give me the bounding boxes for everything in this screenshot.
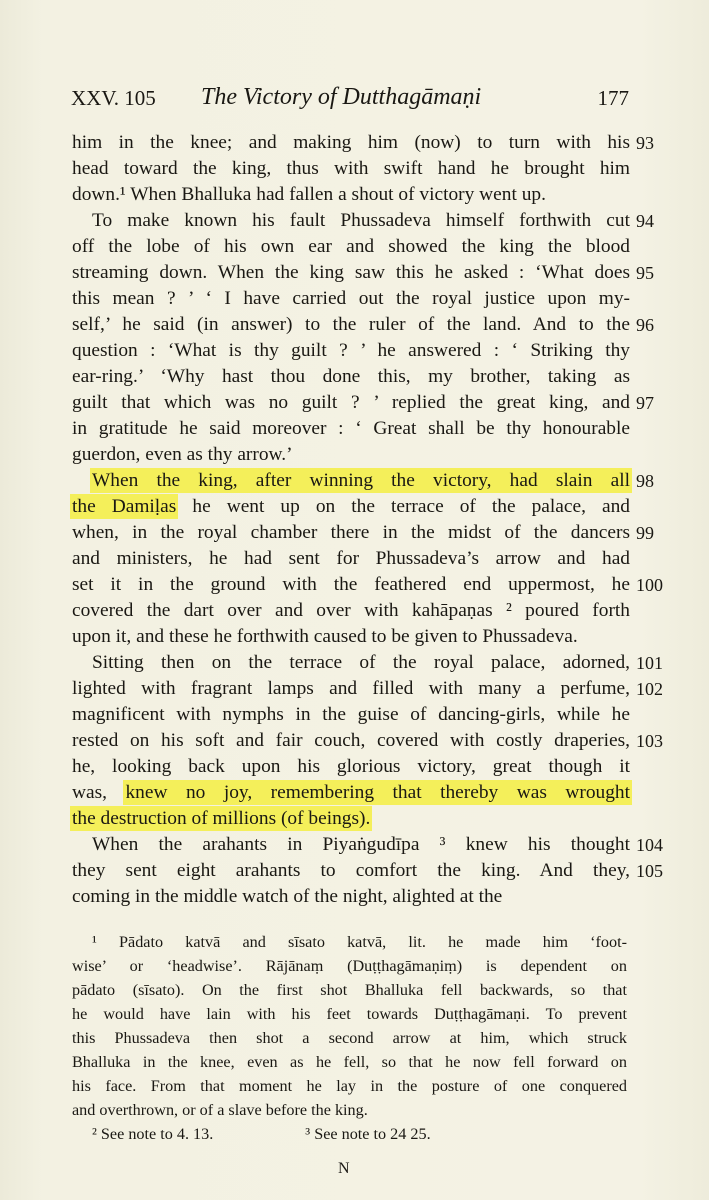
line-text: he went up on the terrace of the palace, and — [176, 496, 630, 517]
main-text — [72, 130, 663, 910]
line-text: self,’ he said (in answer) to the ruler of the land. And to the — [72, 314, 630, 335]
verse-number: 97 — [636, 393, 654, 413]
highlighted-text: knew no joy, remembering that thereby was wrought — [125, 782, 630, 803]
footnote-line: he would have lain with his feet towards Duṭṭhagāmaṇi. To prevent — [72, 1005, 627, 1023]
text-line — [72, 728, 630, 754]
text-line — [72, 286, 630, 312]
text-line — [72, 494, 630, 520]
footnote-line: wise’ or ‘headwise’. Rājānaṃ (Duṭṭhagāmaṇiṃ) is dependent on — [72, 957, 627, 975]
text-line — [72, 130, 630, 156]
verse-number: 94 — [636, 211, 654, 231]
line-text: this mean ? ’ ‘ I have carried out the royal justice upon my- — [72, 288, 630, 309]
running-header — [71, 86, 629, 112]
text-line — [72, 156, 630, 182]
line-text: When the arahants in Piyaṅgudīpa ³ knew his thought — [92, 834, 630, 855]
verse-number: 99 — [636, 523, 654, 543]
line-text: guerdon, even as thy arrow.’ — [72, 444, 293, 465]
signature-mark: N — [338, 1160, 350, 1177]
text-line — [72, 676, 630, 702]
text-line — [72, 572, 630, 598]
verse-number: 104 — [636, 835, 663, 855]
line-text: magnificent with nymphs in the guise of dancing-girls, while he — [72, 704, 630, 725]
footnote-line: pādato (sīsato). On the first shot Bhalluka fell backwards, so that — [72, 981, 627, 999]
line-text: covered the dart over and over with kahāpaṇas ² poured forth — [72, 600, 630, 621]
line-text: rested on his soft and fair couch, covered with costly draperies, — [72, 730, 630, 751]
line-text: he, looking back upon his glorious victory, great though it — [72, 756, 630, 777]
line-text: ear-ring.’ ‘Why hast thou done this, my brother, taking as — [72, 366, 630, 387]
footnote-line: his face. From that moment he lay in the posture of one conquered — [72, 1077, 627, 1095]
footnote-line: and overthrown, or of a slave before the king. — [72, 1101, 368, 1119]
text-line — [72, 182, 630, 208]
line-text: him in the knee; and making him (now) to turn with his — [72, 132, 630, 153]
line-text: was, — [72, 782, 126, 803]
line-text: When the king, after winning the victory, had slain all — [92, 470, 630, 491]
line-text: head toward the king, thus with swift hand he brought him — [72, 158, 630, 179]
text-line — [72, 468, 630, 494]
highlighted-text: the Damiḷas — [72, 496, 177, 517]
footnote-line: this Phussadeva then shot a second arrow at him, which struck — [72, 1029, 627, 1047]
text-line — [72, 260, 630, 286]
line-text: and ministers, he had sent for Phussadeva’s arrow and had — [72, 548, 630, 569]
running-title: The Victory of Dutthagāmaṇi — [201, 84, 482, 110]
line-text: set it in the ground with the feathered end uppermost, he — [72, 574, 630, 595]
text-line — [72, 546, 630, 572]
verse-number: 95 — [636, 263, 654, 283]
page-number: 177 — [597, 86, 629, 110]
footnote-3: ³ See note to 24 25. — [305, 1125, 431, 1143]
text-line — [72, 858, 630, 884]
line-text: Sitting then on the terrace of the royal palace, adorned, — [92, 652, 630, 673]
text-line — [72, 390, 630, 416]
line-text: guilt that which was no guilt ? ’ replied the great king, and — [72, 392, 630, 413]
line-text: down.¹ When Bhalluka had fallen a shout of victory went up. — [72, 184, 546, 205]
text-line — [72, 338, 630, 364]
line-text: coming in the middle watch of the night, alighted at the — [72, 886, 503, 907]
footnotes — [72, 930, 627, 1146]
text-line — [72, 624, 630, 650]
line-text: off the lobe of his own ear and showed the king the blood — [72, 236, 630, 257]
verse-number: 100 — [636, 575, 663, 595]
text-line — [72, 416, 630, 442]
line-text: question : ‘What is thy guilt ? ’ he answered : ‘ Striking thy — [72, 340, 630, 361]
line-text: when, in the royal chamber there in the midst of the dancers — [72, 522, 630, 543]
text-line — [72, 520, 630, 546]
line-text: lighted with fragrant lamps and filled with many a perfume, — [72, 678, 630, 699]
verse-number: 103 — [636, 731, 663, 751]
text-line — [72, 208, 630, 234]
text-line — [72, 806, 630, 832]
line-text: upon it, and these he forthwith caused to be given to Phussadeva. — [72, 626, 578, 647]
text-line — [72, 598, 630, 624]
verse-number: 96 — [636, 315, 654, 335]
text-line — [72, 832, 630, 858]
verse-number: 98 — [636, 471, 654, 491]
line-text: To make known his fault Phussadeva himself forthwith cut — [92, 210, 630, 231]
verse-number: 93 — [636, 133, 654, 153]
text-line — [72, 364, 630, 390]
text-line — [72, 442, 630, 468]
footnote-line: ¹ Pādato katvā and sīsato katvā, lit. he made him ‘foot- — [92, 933, 627, 951]
text-line — [72, 234, 630, 260]
text-line — [72, 754, 630, 780]
text-line — [72, 702, 630, 728]
text-line — [72, 884, 630, 910]
text-line — [72, 650, 630, 676]
footnote-2: ² See note to 4. 13. — [92, 1125, 214, 1143]
footnote-references — [72, 1122, 627, 1146]
verse-number: 102 — [636, 679, 663, 699]
verse-number: 101 — [636, 653, 663, 673]
line-text: they sent eight arahants to comfort the king. And they, — [72, 860, 630, 881]
footnote-line: Bhalluka in the knee, even as he fell, so that he now fell forward on — [72, 1053, 627, 1071]
highlighted-text: the destruction of millions (of beings). — [72, 808, 371, 829]
verse-number: 105 — [636, 861, 663, 881]
line-text: streaming down. When the king saw this he asked : ‘What does — [72, 262, 630, 283]
text-line — [72, 780, 630, 806]
chapter-reference: XXV. 105 — [71, 86, 156, 110]
line-text: in gratitude he said moreover : ‘ Great shall be thy honourable — [72, 418, 630, 439]
text-line — [72, 312, 630, 338]
